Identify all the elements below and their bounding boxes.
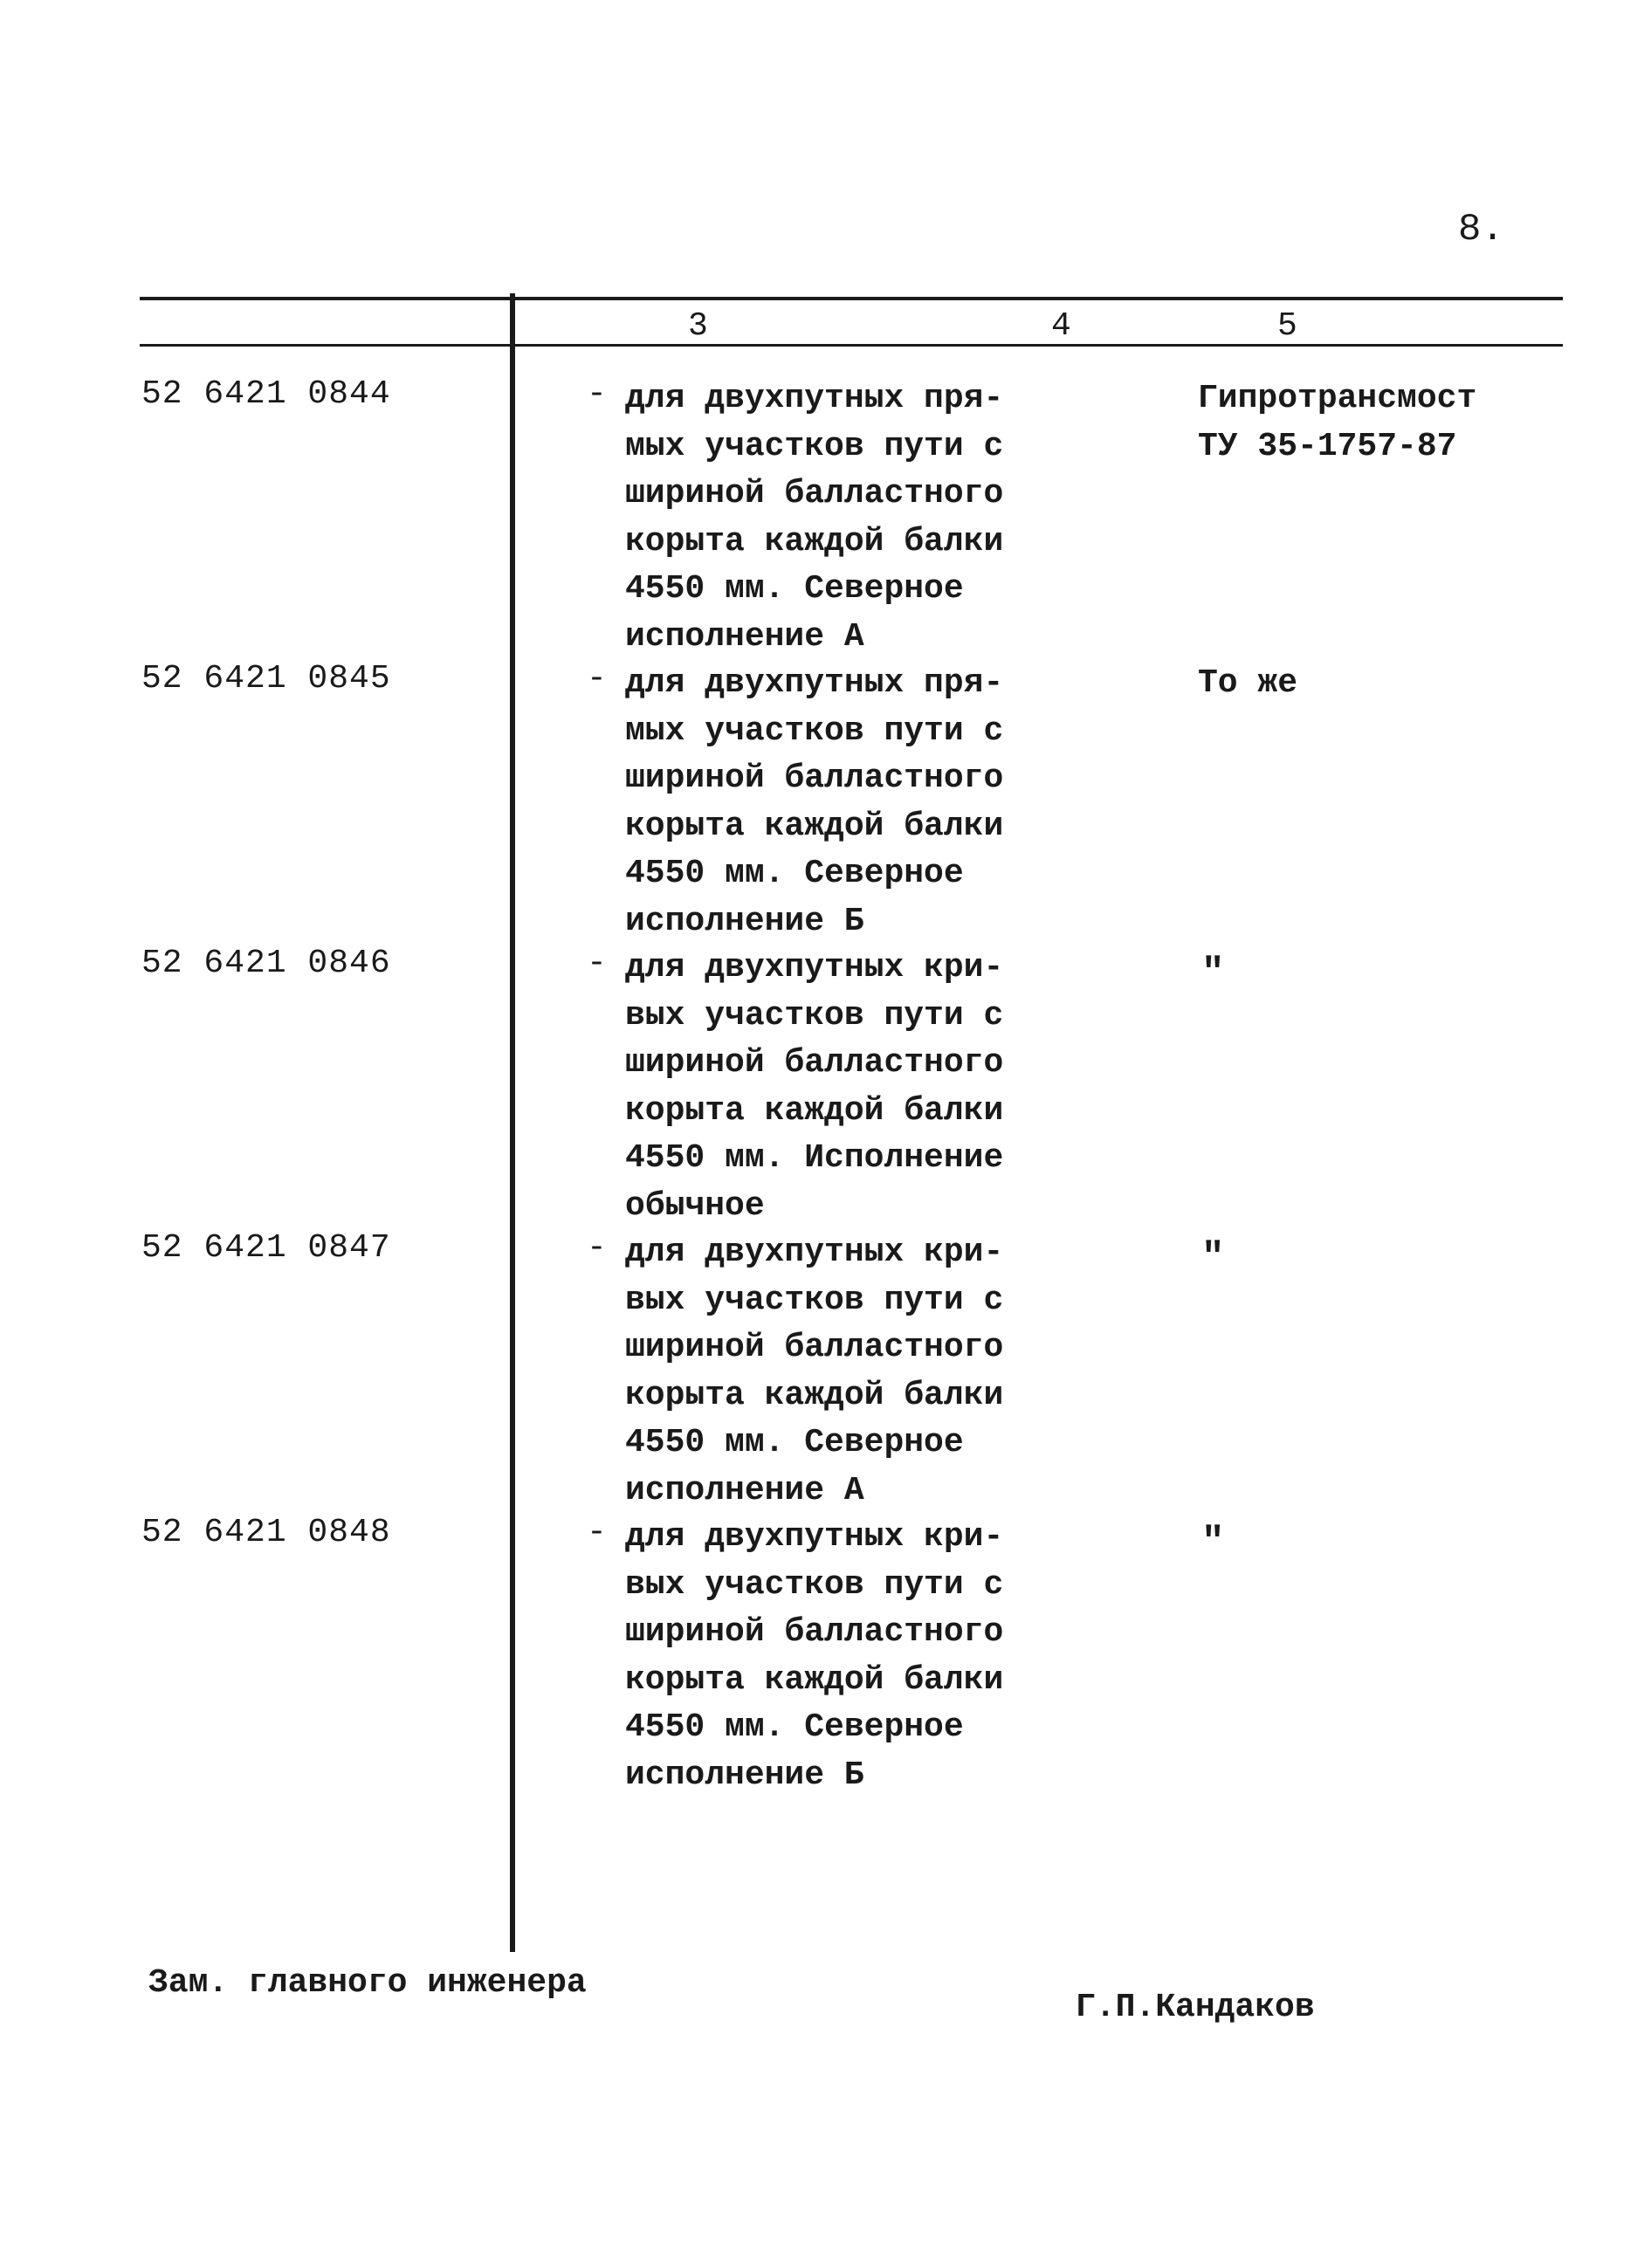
item-description: для двухпутных кри- вых участков пути с шириной балластного корыта каждой балки 4550 мм. Исполнение обычное [625, 949, 1004, 1225]
item-dash: - [587, 660, 607, 698]
product-code: 52 6421 0845 [141, 660, 391, 698]
item-description: для двухпутных пря- мых участков пути с шириной балластного корыта каждой балки 4550 мм. Северное исполнение Б [625, 664, 1004, 940]
table-row [0, 945, 1651, 1229]
signatory-name: Г.П.Кандаков [1076, 1989, 1315, 2026]
item-description: для двухпутных пря- мых участков пути с шириной балластного корыта каждой балки 4550 мм. Северное исполнение А [625, 380, 1004, 656]
column-header-5: 5 [1277, 307, 1297, 345]
signatory-position: Зам. главного инженера [148, 1964, 587, 2002]
product-code: 52 6421 0844 [141, 375, 391, 413]
table-row [0, 375, 1651, 660]
column-header-4: 4 [1051, 307, 1071, 345]
ditto-mark: " [1201, 952, 1225, 995]
item-source: То же [1198, 664, 1298, 702]
table-top-rule [140, 297, 1563, 300]
table-row [0, 1229, 1651, 1514]
product-code: 52 6421 0848 [141, 1514, 391, 1551]
item-dash: - [587, 945, 607, 982]
column-header-3: 3 [688, 307, 708, 345]
item-dash: - [587, 1514, 607, 1551]
table-row [0, 1514, 1651, 1798]
page-number: 8. [1458, 208, 1504, 251]
item-source: Гипротрансмост ТУ 35-1757-87 [1198, 380, 1477, 465]
table-row [0, 660, 1651, 945]
item-dash: - [587, 375, 607, 413]
ditto-mark: " [1201, 1521, 1225, 1564]
item-description: для двухпутных кри- вых участков пути с шириной балластного корыта каждой балки 4550 мм. Северное исполнение Б [625, 1518, 1004, 1794]
item-description: для двухпутных кри- вых участков пути с шириной балластного корыта каждой балки 4550 мм. Северное исполнение А [625, 1234, 1004, 1509]
product-code: 52 6421 0847 [141, 1229, 391, 1267]
item-dash: - [587, 1229, 607, 1267]
table-header-rule [140, 344, 1563, 347]
ditto-mark: " [1201, 1236, 1225, 1280]
product-code: 52 6421 0846 [141, 945, 391, 982]
